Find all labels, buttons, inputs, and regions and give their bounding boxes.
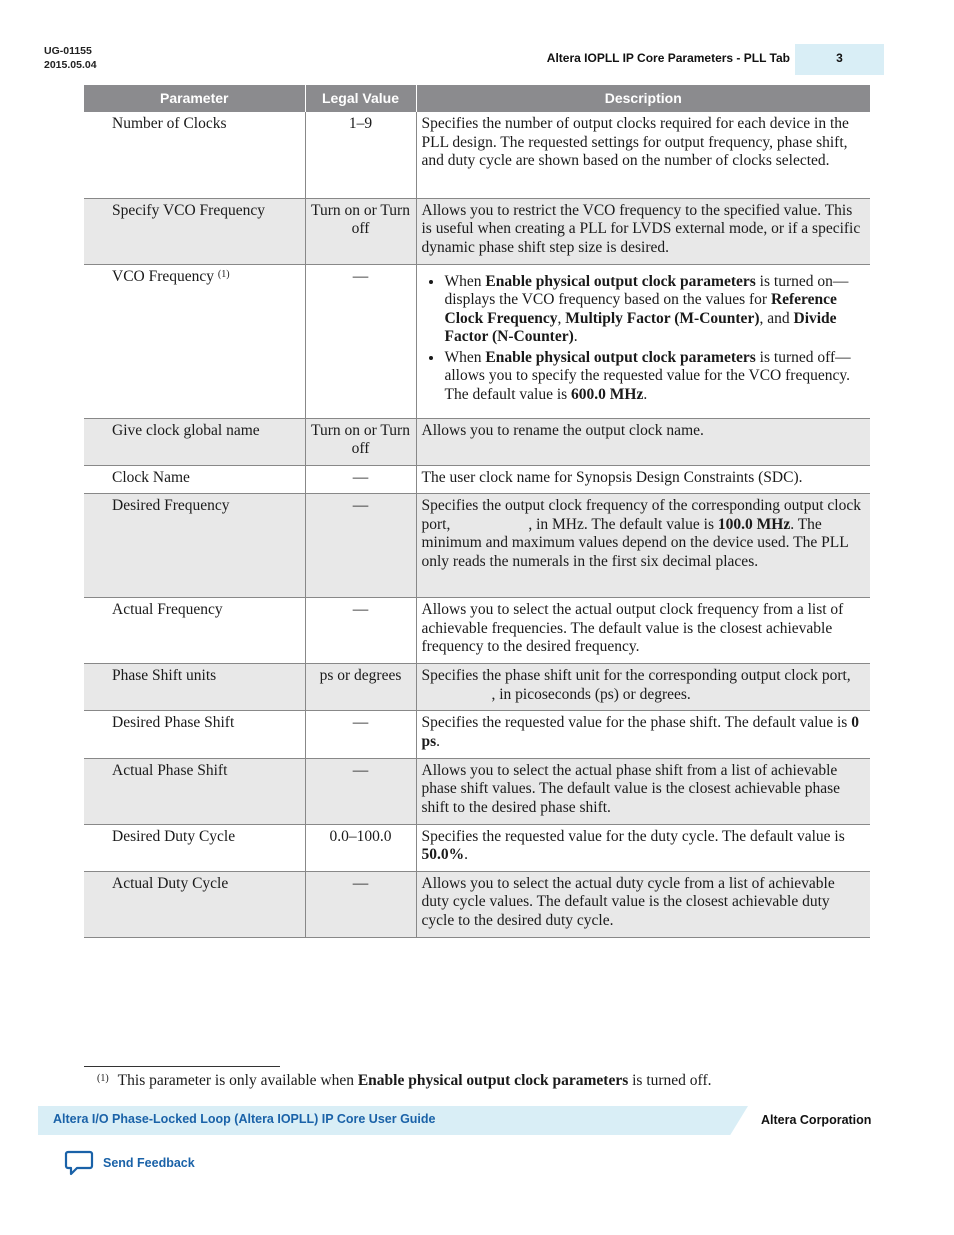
column-header-legal-value: Legal Value (305, 85, 416, 112)
parameter-cell: Specify VCO Frequency (84, 198, 305, 264)
parameter-cell: Number of Clocks (84, 112, 305, 198)
legal-value-cell: ps or degrees (305, 664, 416, 711)
legal-value-cell: — (305, 711, 416, 758)
table-row (84, 758, 870, 824)
legal-value-cell: 0.0–100.0 (305, 824, 416, 871)
footnote-marker: (1) (97, 1073, 109, 1084)
column-header-description: Description (416, 85, 870, 112)
table-row (84, 871, 870, 937)
parameter-cell: Desired Duty Cycle (84, 824, 305, 871)
description-cell: Allows you to select the actual duty cycle from a list of achievable duty cycle values. The default value is the closest achievable duty cycle to the desired duty cycle. (416, 871, 870, 937)
footnote-ref: (1) (217, 268, 230, 280)
table-row (84, 418, 870, 465)
description-cell: Specifies the number of output clocks required for each device in the PLL design. The requested settings for output frequency, phase shift, and duty cycle are shown based on the number of clocks selected. (416, 112, 870, 198)
table-header-row (84, 85, 870, 112)
list-item: • When Enable physical output clock parameters is turned off—allows you to specify the requested value for the VCO frequency. The default value is 600.0 MHz. (444, 349, 866, 405)
description-cell: Specifies the requested value for the duty cycle. The default value is 50.0%. (416, 824, 870, 871)
description-cell: The user clock name for Synopsis Design Constraints (SDC). (416, 465, 870, 494)
table-row (84, 198, 870, 264)
parameter-cell: Phase Shift units (84, 664, 305, 711)
footer-company: Altera Corporation (761, 1113, 872, 1127)
table-row (84, 264, 870, 418)
legal-value-cell: 1–9 (305, 112, 416, 198)
description-bullets (422, 273, 866, 405)
send-feedback-label: Send Feedback (103, 1156, 195, 1170)
legal-value-cell: Turn on or Turn off (305, 418, 416, 465)
legal-value-cell: — (305, 871, 416, 937)
description-cell: Specifies the phase shift unit for the corresponding output clock port,, in picoseconds (ps) or degrees. (416, 664, 870, 711)
table-row (84, 598, 870, 664)
description-cell: Allows you to restrict the VCO frequency to the specified value. This is useful when creating a PLL for LVDS external mode, or if a specific dynamic phase shift step size is desired. (416, 198, 870, 264)
description-cell: Specifies the requested value for the phase shift. The default value is 0 ps. (416, 711, 870, 758)
legal-value-cell: — (305, 465, 416, 494)
description-cell: Allows you to select the actual phase shift from a list of achievable phase shift values. The default value is the closest achievable phase shift to the desired phase shift. (416, 758, 870, 824)
parameter-cell: Give clock global name (84, 418, 305, 465)
description-cell: Specifies the output clock frequency of the corresponding output clock port, , in MHz. The default value is 100.0 MHz. The minimum and maximum values depend on the device used. The PLL only reads the numerals in the first six decimal places. (416, 494, 870, 598)
speech-bubble-icon (64, 1150, 94, 1176)
document-id-block (44, 44, 97, 72)
send-feedback-link[interactable] (64, 1150, 195, 1176)
parameter-cell: Actual Frequency (84, 598, 305, 664)
footer-guide-title: Altera I/O Phase-Locked Loop (Altera IOPLL) IP Core User Guide (53, 1112, 436, 1126)
parameter-cell (84, 264, 305, 418)
parameter-cell: Actual Phase Shift (84, 758, 305, 824)
footnote-divider (84, 1066, 280, 1067)
column-header-parameter: Parameter (84, 85, 305, 112)
description-cell: Allows you to select the actual output clock frequency from a list of achievable frequencies. The default value is the closest achievable frequency to the desired frequency. (416, 598, 870, 664)
legal-value-cell: — (305, 264, 416, 418)
parameter-cell: Actual Duty Cycle (84, 871, 305, 937)
table-row (84, 824, 870, 871)
list-item: • When Enable physical output clock parameters is turned on—displays the VCO frequency based on the values for Reference Clock Frequency, Multiply Factor (M-Counter), and Divide Factor (N-Counter). (444, 273, 866, 347)
document-id: UG-01155 (44, 45, 92, 57)
legal-value-cell: — (305, 598, 416, 664)
section-title: Altera IOPLL IP Core Parameters - PLL Tab (546, 51, 790, 65)
footnote: $^{(1)}$ This parameter is only available when Enable physical output clock parameters is turned off. (97, 1072, 712, 1089)
table-row (84, 494, 870, 598)
page-number: 3 (795, 44, 884, 75)
document-date: 2015.05.04 (44, 59, 97, 71)
table-row (84, 465, 870, 494)
parameter-label: VCO Frequency (112, 267, 215, 285)
table-row (84, 112, 870, 198)
parameter-cell: Desired Phase Shift (84, 711, 305, 758)
parameter-cell: Desired Frequency (84, 494, 305, 598)
description-cell: Allows you to rename the output clock name. (416, 418, 870, 465)
table-row (84, 664, 870, 711)
legal-value-cell: — (305, 494, 416, 598)
description-cell (416, 264, 870, 418)
parameter-cell: Clock Name (84, 465, 305, 494)
pll-parameters-table (84, 85, 870, 938)
legal-value-cell: Turn on or Turn off (305, 198, 416, 264)
table-row (84, 711, 870, 758)
legal-value-cell: — (305, 758, 416, 824)
